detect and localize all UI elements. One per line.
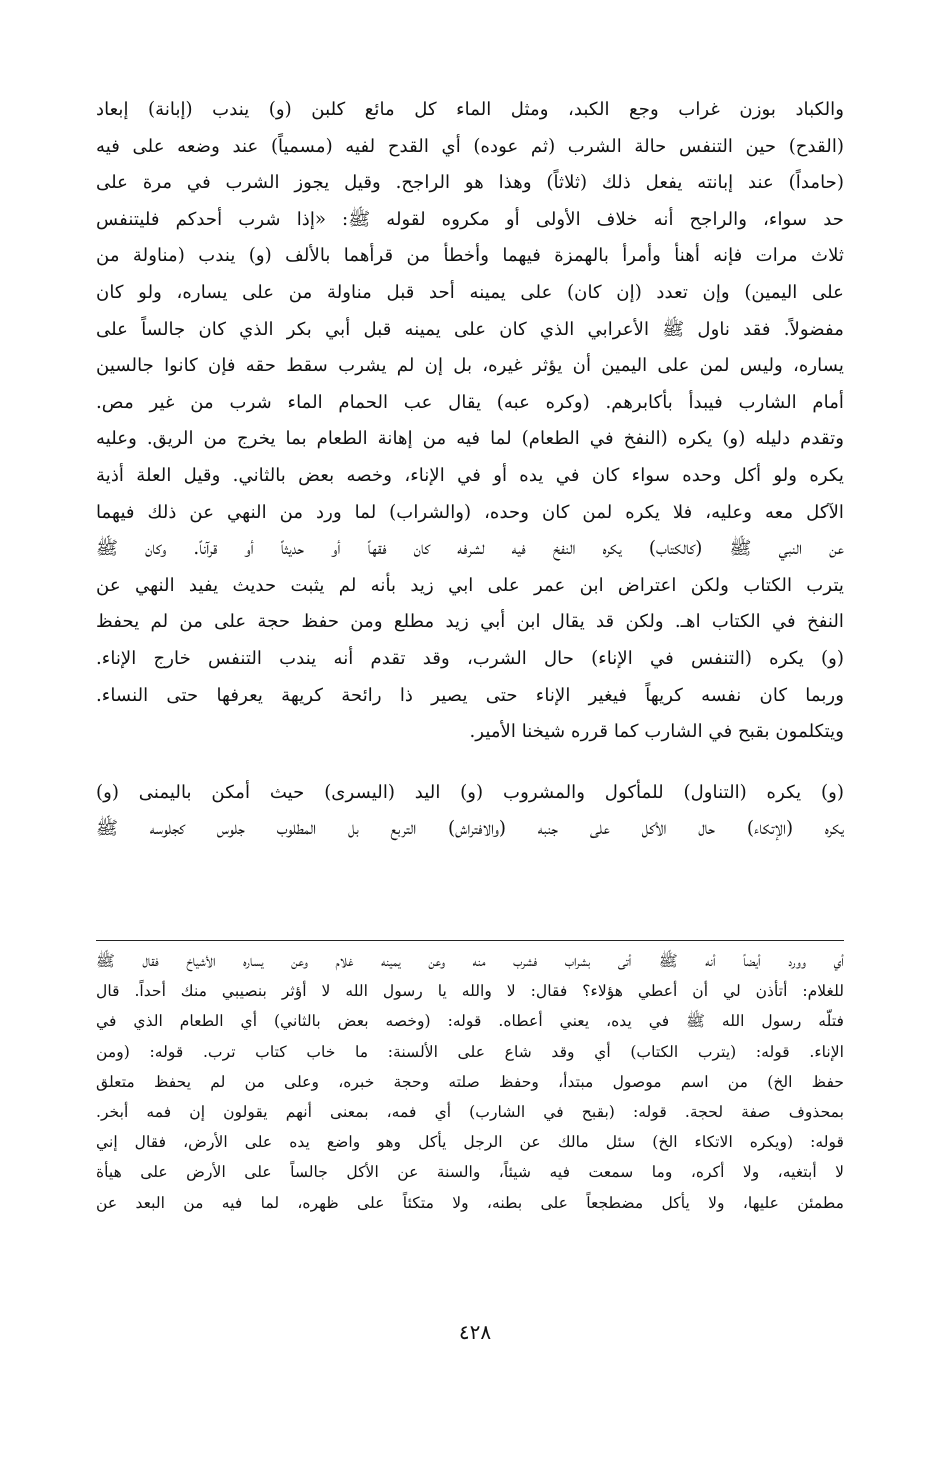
footnote-line: الإناء. قوله: (يترب الكتاب) أي وقد شاع على الألسنة: ما خاب كتاب ترب. قوله: (ومن bbox=[96, 1042, 844, 1061]
text-line: ويتكلمون بقبح في الشارب كما قرره شيخنا الأمير. bbox=[469, 721, 844, 743]
text-line: على اليمين) وإن تعدد (إن كان) على يمينه أحد قبل مناولة من على يساره، ولو كان bbox=[96, 281, 844, 303]
footnote-line: حفظ الخ) من اسم موصول مبتدأ، وحفظ صلته وحجة خبره، وعلى من لم يحفظ متعلق bbox=[96, 1072, 844, 1091]
footnote-separator bbox=[96, 940, 844, 941]
page-number: ٤٢٨ bbox=[458, 1320, 492, 1344]
text-line: (حامداً) عند إبانته يفعل ذلك (ثلاثاً) وهذا هو الراجح. وقيل يجوز الشرب في مرة على bbox=[96, 172, 844, 194]
text-line: حد سواء، والراجح أنه خلاف الأولى أو مكروه لقوله ﷺ: «إذا شرب أحدكم فليتنفس bbox=[96, 208, 844, 230]
footnote-line: قوله: (ويكره الاتكاء الخ) سئل مالك عن الرجل يأكل وهو واضع يده على الأرض، فقال إني bbox=[96, 1133, 844, 1152]
text-line: (القدح) حين التنفس حالة الشرب (ثم عوده) أي القدح لفيه (مسمياً) عند وضعه على فيه bbox=[96, 135, 844, 157]
text-line: يكره ولو أكل وحده سواء كان في يده أو في الإناء، وخصه بعض بالثاني. وقيل العلة أذية bbox=[96, 464, 844, 486]
footnote-line: للغلام: أتأذن لي أن أعطي هؤلاء؟ فقال: لا والله يا رسول الله لا أؤثر بنصيبي منك أحداً. قال bbox=[96, 982, 844, 1001]
text-line: وتقدم دليله (و) يكره (النفخ في الطعام) لما فيه من إهانة الطعام بما يخرج من الريق. وعليه bbox=[96, 428, 844, 450]
footnote-line: لا أبتغيه، ولا أكره، وما سمعت فيه شيئاً، والسنة عن الأكل جالساً على الأرض على هيأة bbox=[96, 1163, 844, 1182]
paragraph-gap bbox=[96, 751, 844, 775]
text-line: عن النبي ﷺ (كالكتاب) يكره النفخ فيه لشرفه كان فقهاً أو حديثاً أو قرآناً. وكان ﷺ bbox=[96, 538, 844, 560]
footnote-line: بمحذوف صفة لحجة. قوله: (بقبح في الشارب) أي فمه، بمعنى أنهم يقولون إن فمه أبخر. bbox=[96, 1102, 844, 1121]
text-line: (و) يكره (التنفس في الإناء) حال الشرب، وقد تقدم أنه يندب التنفس خارج الإناء. bbox=[96, 647, 844, 669]
footnote-line: فتلّه رسول الله ﷺ في يده، يعني أعطاه. قوله: (وخصه بعض بالثاني) أي الطعام الذي في bbox=[96, 1012, 844, 1031]
text-line: وربما كان نفسه كريهاً فيغير الإناء حتى يصير ذا رائحة كريهة يعرفها حتى النساء. bbox=[96, 684, 844, 706]
main-text bbox=[96, 92, 844, 848]
text-line: يكره (الإتكاء) حال الأكل على جنبه (والافتراش) التربع بل المطلوب جلوس كجلوسه ﷺ bbox=[96, 818, 844, 840]
footnote-line: مطمئن عليها، ولا يأكل مضطجعاً على بطنه، ولا متكئاً على ظهره، لما فيه من البعد عن bbox=[96, 1193, 844, 1212]
text-line: ثلاث مرات فإنه أهنأ وأمرأ بالهمزة فيهما وأخطأ من قرأهما بالألف (و) يندب (مناولة من bbox=[96, 245, 844, 267]
footnote-line: أي وورد أيضاً أنه ﷺ أتى بشراب فشرب منه وعن يمينه غلام وعن يساره الأشياخ فقال ﷺ bbox=[96, 952, 844, 970]
text-line: يترب الكتاب ولكن اعتراض ابن عمر على ابي زيد بأنه لم يثبت حديث يفيد النهي عن bbox=[96, 574, 844, 596]
text-line: مفضولاً. فقد ناول ﷺ الأعرابي الذي كان على يمينه قبل أبي بكر الذي كان جالساً على bbox=[96, 318, 844, 340]
text-line: يساره، وليس لمن على اليمين أن يؤثر غيره، بل إن لم يشرب سقط حقه فإن كانوا جالسين bbox=[96, 355, 844, 377]
text-line: النفخ في الكتاب اهـ. ولكن قد يقال ابن أبي زيد مطلع ومن حفظ حجة على من لم يحفظ bbox=[96, 611, 844, 633]
footnotes bbox=[96, 946, 844, 1218]
text-line: أمام الشارب فيبدأ بأكابرهم. (وكره عبه) يقال عب الحمام الماء شرب من غير مص. bbox=[96, 391, 844, 413]
text-line: (و) يكره (التناول) للمأكول والمشروب (و) اليد (اليسرى) حيث أمكن باليمنى (و) bbox=[96, 781, 844, 803]
text-line: والكباد بوزن غراب وجع الكبد، ومثل الماء كل مائع كلبن (و) يندب (إبانة) إبعاد bbox=[96, 99, 844, 120]
text-line: الآكل معه وعليه، فلا يكره لمن كان وحده، (والشراب) لما ورد من النهي عن ذلك فيهما bbox=[96, 501, 844, 523]
